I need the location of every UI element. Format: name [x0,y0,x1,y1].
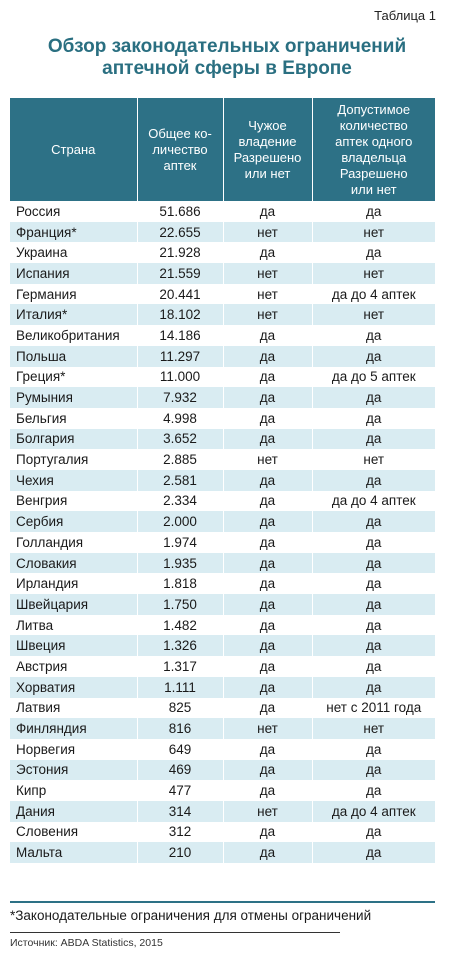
cell-pharmacy-count: 816 [137,718,223,739]
cell-allowed-count: да [312,242,435,263]
header-line: Разрешено [233,149,302,165]
table-body [10,201,435,863]
cell-allowed-count: да [312,780,435,801]
cell-allowed-count: нет [312,222,435,243]
cell-pharmacy-count: 21.559 [137,263,223,284]
cell-foreign-ownership: да [223,201,312,222]
cell-pharmacy-count: 825 [137,698,223,719]
table-row [10,656,435,677]
cell-foreign-ownership: да [223,387,312,408]
cell-foreign-ownership: нет [223,222,312,243]
cell-pharmacy-count: 11.297 [137,346,223,367]
source-divider [10,932,340,933]
page-title [0,36,454,80]
header-line: владельца [341,149,407,165]
cell-foreign-ownership: да [223,698,312,719]
cell-foreign-ownership: да [223,573,312,594]
cell-foreign-ownership: да [223,656,312,677]
header-country [10,98,137,201]
table-row [10,553,435,574]
table-row [10,635,435,656]
table-row [10,346,435,367]
table-row [10,263,435,284]
table-row [10,367,435,388]
table-row [10,532,435,553]
table-row [10,698,435,719]
cell-allowed-count: да [312,408,435,429]
cell-country: Хорватия [10,677,137,698]
cell-foreign-ownership: да [223,325,312,346]
cell-country: Сербия [10,511,137,532]
cell-country: Голландия [10,532,137,553]
cell-allowed-count: да [312,346,435,367]
cell-pharmacy-count: 2.885 [137,449,223,470]
cell-country: Бельгия [10,408,137,429]
cell-country: Германия [10,284,137,305]
cell-country: Италия* [10,304,137,325]
table-header [10,98,435,201]
header-line: Разрешено [339,165,408,181]
cell-pharmacy-count: 18.102 [137,304,223,325]
cell-allowed-count: нет [312,718,435,739]
table-row [10,429,435,450]
table-row [10,408,435,429]
cell-allowed-count: да [312,594,435,615]
cell-foreign-ownership: да [223,346,312,367]
header-line: Страна [51,141,96,157]
table-row [10,573,435,594]
table-row [10,594,435,615]
cell-pharmacy-count: 4.998 [137,408,223,429]
header-line: аптек одного [335,133,413,149]
cell-foreign-ownership: да [223,470,312,491]
cell-pharmacy-count: 314 [137,801,223,822]
cell-foreign-ownership: да [223,780,312,801]
cell-foreign-ownership: да [223,491,312,512]
cell-foreign-ownership: да [223,532,312,553]
cell-allowed-count: да [312,842,435,863]
header-line: владение [238,133,297,149]
cell-foreign-ownership: да [223,242,312,263]
table-row [10,449,435,470]
table-row [10,325,435,346]
header-pharmacy-count [137,98,223,201]
table-row [10,780,435,801]
cell-allowed-count: да [312,553,435,574]
cell-foreign-ownership: нет [223,718,312,739]
table-row [10,491,435,512]
cell-allowed-count: да [312,201,435,222]
table-row [10,387,435,408]
table-row [10,511,435,532]
table-row [10,242,435,263]
cell-country: Мальта [10,842,137,863]
cell-country: Словения [10,822,137,843]
cell-allowed-count: да до 4 аптек [312,801,435,822]
cell-country: Россия [10,201,137,222]
header-allowed-count [312,98,435,201]
cell-pharmacy-count: 11.000 [137,367,223,388]
cell-foreign-ownership: да [223,739,312,760]
table-row [10,470,435,491]
cell-country: Дания [10,801,137,822]
cell-country: Латвия [10,698,137,719]
cell-allowed-count: да [312,739,435,760]
table-row [10,822,435,843]
cell-allowed-count: да [312,325,435,346]
cell-foreign-ownership: да [223,367,312,388]
cell-pharmacy-count: 1.974 [137,532,223,553]
cell-allowed-count: да [312,656,435,677]
cell-country: Австрия [10,656,137,677]
table-row [10,677,435,698]
cell-country: Литва [10,615,137,636]
cell-allowed-count: да до 4 аптек [312,491,435,512]
cell-allowed-count: да [312,677,435,698]
cell-pharmacy-count: 1.326 [137,635,223,656]
table-row [10,842,435,863]
table-row [10,718,435,739]
cell-pharmacy-count: 20.441 [137,284,223,305]
cell-country: Польша [10,346,137,367]
cell-allowed-count: да [312,635,435,656]
cell-country: Венгрия [10,491,137,512]
cell-pharmacy-count: 1.317 [137,656,223,677]
header-line: аптек [163,157,197,173]
cell-country: Норвегия [10,739,137,760]
header-foreign-ownership [223,98,312,201]
cell-pharmacy-count: 2.000 [137,511,223,532]
cell-pharmacy-count: 477 [137,780,223,801]
cell-foreign-ownership: нет [223,284,312,305]
cell-country: Франция* [10,222,137,243]
cell-country: Словакия [10,553,137,574]
source-note: Источник: ABDA Statistics, 2015 [10,937,163,949]
cell-country: Португалия [10,449,137,470]
table-row [10,760,435,781]
cell-pharmacy-count: 1.750 [137,594,223,615]
header-line: или нет [244,165,291,181]
table-row [10,801,435,822]
cell-pharmacy-count: 469 [137,760,223,781]
cell-foreign-ownership: да [223,677,312,698]
cell-foreign-ownership: да [223,511,312,532]
cell-country: Великобритания [10,325,137,346]
cell-pharmacy-count: 21.928 [137,242,223,263]
cell-foreign-ownership: нет [223,263,312,284]
cell-allowed-count: да [312,532,435,553]
table-row [10,222,435,243]
header-line: Общее ко- [148,125,212,141]
cell-foreign-ownership: нет [223,449,312,470]
cell-foreign-ownership: да [223,553,312,574]
cell-country: Болгария [10,429,137,450]
cell-country: Чехия [10,470,137,491]
cell-pharmacy-count: 1.818 [137,573,223,594]
cell-pharmacy-count: 51.686 [137,201,223,222]
cell-allowed-count: да [312,387,435,408]
cell-foreign-ownership: да [223,760,312,781]
cell-allowed-count: нет [312,263,435,284]
cell-country: Румыния [10,387,137,408]
header-line: Допустимое [337,101,411,117]
cell-allowed-count: да [312,822,435,843]
cell-country: Швейцария [10,594,137,615]
cell-pharmacy-count: 3.652 [137,429,223,450]
cell-pharmacy-count: 1.482 [137,615,223,636]
cell-foreign-ownership: нет [223,801,312,822]
cell-foreign-ownership: да [223,822,312,843]
cell-country: Эстония [10,760,137,781]
cell-country: Испания [10,263,137,284]
header-line: или нет [350,181,397,197]
cell-country: Швеция [10,635,137,656]
cell-allowed-count: нет с 2011 года [312,698,435,719]
cell-pharmacy-count: 210 [137,842,223,863]
data-table [10,98,435,863]
table-row [10,739,435,760]
cell-pharmacy-count: 2.334 [137,491,223,512]
cell-foreign-ownership: да [223,842,312,863]
cell-allowed-count: да [312,429,435,450]
cell-allowed-count: да [312,511,435,532]
table-bottom-rule [10,901,435,903]
cell-foreign-ownership: да [223,429,312,450]
table-row [10,284,435,305]
title-line-2: аптечной сферы в Европе [102,58,352,79]
cell-country: Кипр [10,780,137,801]
cell-country: Греция* [10,367,137,388]
cell-foreign-ownership: да [223,615,312,636]
header-line: личество [152,141,208,157]
footnote: *Законодательные ограничения для отмены ограничений [10,908,372,923]
cell-foreign-ownership: да [223,635,312,656]
cell-pharmacy-count: 22.655 [137,222,223,243]
cell-foreign-ownership: да [223,408,312,429]
header-line: Чужое [248,117,287,133]
regulation-table [10,98,435,863]
cell-allowed-count: да [312,470,435,491]
cell-allowed-count: да [312,573,435,594]
cell-pharmacy-count: 312 [137,822,223,843]
header-row [10,98,435,201]
table-row [10,615,435,636]
cell-foreign-ownership: нет [223,304,312,325]
table-row [10,201,435,222]
cell-pharmacy-count: 649 [137,739,223,760]
cell-allowed-count: нет [312,304,435,325]
cell-allowed-count: нет [312,449,435,470]
cell-allowed-count: да до 5 аптек [312,367,435,388]
cell-pharmacy-count: 1.935 [137,553,223,574]
cell-pharmacy-count: 14.186 [137,325,223,346]
table-row [10,304,435,325]
title-line-1: Обзор законодательных ограничений [47,36,407,57]
cell-foreign-ownership: да [223,594,312,615]
table-number-label: Таблица 1 [374,8,436,23]
header-line: количество [339,117,408,133]
cell-country: Ирландия [10,573,137,594]
cell-country: Украина [10,242,137,263]
cell-pharmacy-count: 7.932 [137,387,223,408]
cell-pharmacy-count: 1.111 [137,677,223,698]
cell-allowed-count: да [312,615,435,636]
cell-allowed-count: да до 4 аптек [312,284,435,305]
cell-pharmacy-count: 2.581 [137,470,223,491]
cell-country: Финляндия [10,718,137,739]
cell-allowed-count: да [312,760,435,781]
